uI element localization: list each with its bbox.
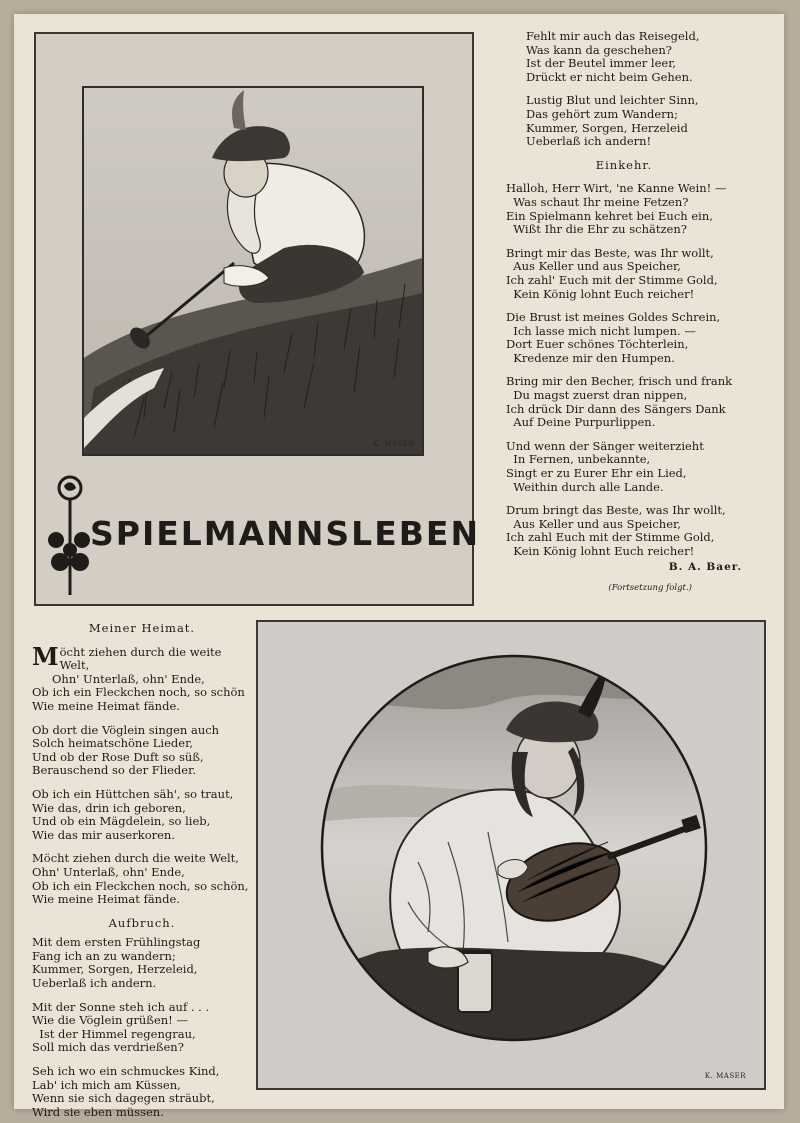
poem-line: Ich zahl' Euch mit der Stimme Gold, bbox=[506, 272, 718, 287]
poem-line: Wird sie eben müssen. bbox=[32, 1104, 164, 1119]
poem-line: Kredenze mir den Humpen. bbox=[506, 350, 675, 365]
artist-signature-bottom: K. MASER bbox=[704, 1072, 746, 1080]
minstrel-sitting-illustration bbox=[82, 86, 424, 456]
poem-line: Wie meine Heimat fände. bbox=[32, 698, 180, 713]
poem-line: Und wenn der Sänger weiterzieht bbox=[506, 438, 704, 453]
poem-line: Solch heimatschöne Lieder, bbox=[32, 736, 193, 751]
stanza bbox=[506, 182, 742, 236]
poem-line: Kummer, Sorgen, Herzeleid bbox=[526, 120, 688, 135]
stanza bbox=[32, 641, 252, 714]
poem-line: Die Brust ist meines Goldes Schrein, bbox=[506, 310, 721, 325]
poem-line: Halloh, Herr Wirt, 'ne Kanne Wein! — bbox=[506, 181, 727, 196]
poem-line: Fang ich an zu wandern; bbox=[32, 948, 176, 963]
spielmannsleben-title-art bbox=[42, 470, 481, 600]
poem-line: Was schaut Ihr meine Fetzen? bbox=[506, 194, 689, 209]
poem-line: Ob ich ein Fleckchen noch, so schön, bbox=[32, 878, 249, 893]
poem-line: Wie die Vöglein grüßen! — bbox=[32, 1013, 188, 1028]
top-illustration-plate bbox=[34, 32, 481, 606]
poem-heading-aufbruch: Aufbruch. bbox=[108, 915, 176, 930]
right-poem-column bbox=[506, 30, 742, 596]
poem-line: Fehlt mir auch das Reisegeld, bbox=[526, 29, 700, 43]
poem-line: Wenn sie sich dagegen sträubt, bbox=[32, 1091, 215, 1106]
poem-line: In Fernen, unbekannte, bbox=[506, 452, 651, 467]
poem-line: Ob ich ein Fleckchen noch, so schön bbox=[32, 685, 245, 700]
poem-line: Seh ich wo ein schmuckes Kind, bbox=[32, 1064, 220, 1079]
stanza bbox=[506, 30, 742, 84]
stanza bbox=[506, 247, 742, 301]
stanza bbox=[32, 1001, 252, 1055]
poem-line: Ich zahl Euch mit der Stimme Gold, bbox=[506, 530, 715, 545]
poem-line: Drückt er nicht beim Gehen. bbox=[526, 69, 693, 84]
poem-line: Ob dort die Vöglein singen auch bbox=[32, 722, 220, 737]
poem-line-text: öcht ziehen durch die weite Welt, bbox=[59, 644, 222, 673]
poem-line: Ein Spielmann kehret bei Euch ein, bbox=[506, 208, 713, 223]
stanza bbox=[32, 788, 252, 842]
poem-line: Ohn' Unterlaß, ohn' Ende, bbox=[52, 671, 205, 686]
poem-line bbox=[32, 641, 252, 673]
poem-line: Mit dem ersten Frühlingstag bbox=[32, 935, 201, 950]
stanza bbox=[506, 94, 742, 148]
poem-line: Aus Keller und aus Speicher, bbox=[506, 516, 681, 531]
stanza bbox=[32, 724, 252, 778]
stanza bbox=[32, 1065, 252, 1119]
stanza bbox=[506, 375, 742, 429]
poem-line: Aus Keller und aus Speicher, bbox=[506, 259, 681, 274]
poem-line: Kein König lohnt Euch reicher! bbox=[506, 544, 695, 558]
poem-line: Ohn' Unterlaß, ohn' Ende, bbox=[32, 864, 185, 879]
stanza bbox=[32, 852, 252, 906]
title-text: SPIELMANNSLEBEN bbox=[90, 514, 481, 553]
poem-author: B. A. Baer. bbox=[668, 560, 742, 573]
poem-line: Singt er zu Eurer Ehr ein Lied, bbox=[506, 466, 687, 481]
minstrel-lute-roundel-drawing bbox=[318, 652, 710, 1044]
poem-line: Und ob der Rose Duft so süß, bbox=[32, 749, 204, 764]
poem-line: Und ob ein Mägdelein, so lieb, bbox=[32, 814, 211, 829]
poem-line: Ich lasse mich nicht lumpen. — bbox=[506, 323, 696, 338]
poem-heading-meiner-heimat: Meiner Heimat. bbox=[88, 621, 196, 635]
poem-line: Bringt mir das Beste, was Ihr wollt, bbox=[506, 245, 714, 260]
poem-line: Berauschend so der Flieder. bbox=[32, 763, 196, 778]
poem-line: Soll mich das verdrießen? bbox=[32, 1040, 184, 1055]
poem-line: Wie meine Heimat fände. bbox=[32, 892, 180, 907]
poem-line: Ist der Himmel regengrau, bbox=[32, 1026, 196, 1041]
poem-line: Weithin durch alle Lande. bbox=[506, 479, 664, 494]
left-poem-column bbox=[32, 622, 252, 1119]
poem-line: Wie das, drin ich geboren, bbox=[32, 800, 186, 815]
minstrel-sitting-drawing bbox=[84, 88, 422, 454]
continuation-note: (Fortsetzung folgt.) bbox=[608, 583, 692, 594]
poem-line: Ist der Beutel immer leer, bbox=[526, 56, 677, 71]
poem-line: Was kann da geschehen? bbox=[526, 42, 672, 57]
poem-line: Ob ich ein Hüttchen säh', so traut, bbox=[32, 786, 234, 801]
poem-line: Das gehört zum Wandern; bbox=[526, 106, 678, 121]
poem-line: Lustig Blut und leichter Sinn, bbox=[526, 93, 699, 108]
poem-heading-einkehr: Einkehr. bbox=[595, 157, 653, 172]
poem-line: Bring mir den Becher, frisch und frank bbox=[506, 374, 733, 389]
poem-line: Auf Deine Purpurlippen. bbox=[506, 415, 656, 430]
poem-line: Kummer, Sorgen, Herzeleid, bbox=[32, 962, 198, 977]
drop-cap: M bbox=[32, 641, 59, 671]
poem-line: Du magst zuerst dran nippen, bbox=[506, 388, 688, 403]
poem-line: Ich drück Dir dann des Sängers Dank bbox=[506, 401, 726, 416]
stanza bbox=[506, 311, 742, 365]
stanza bbox=[32, 936, 252, 990]
poem-line: Wie das mir auserkoren. bbox=[32, 827, 175, 842]
poem-line: Drum bringt das Beste, was Ihr wollt, bbox=[506, 503, 726, 518]
poem-line: Lab' ich mich am Küssen, bbox=[32, 1077, 181, 1092]
poem-line: Mit der Sonne steh ich auf . . . bbox=[32, 999, 210, 1014]
poem-line: Ueberlaß ich andern. bbox=[32, 976, 157, 991]
artist-signature-top: K. MASER bbox=[372, 440, 414, 448]
poem-line: Ueberlaß ich andern! bbox=[526, 134, 652, 149]
poem-line: Kein König lohnt Euch reicher! bbox=[506, 286, 695, 301]
bottom-illustration-plate bbox=[256, 620, 766, 1090]
poem-line: Möcht ziehen durch die weite Welt, bbox=[32, 851, 239, 866]
stanza bbox=[506, 440, 742, 494]
poem-line: Dort Euer schönes Töchterlein, bbox=[506, 337, 689, 352]
poem-line: Wißt Ihr die Ehr zu schätzen? bbox=[506, 222, 687, 237]
stanza bbox=[506, 504, 742, 558]
